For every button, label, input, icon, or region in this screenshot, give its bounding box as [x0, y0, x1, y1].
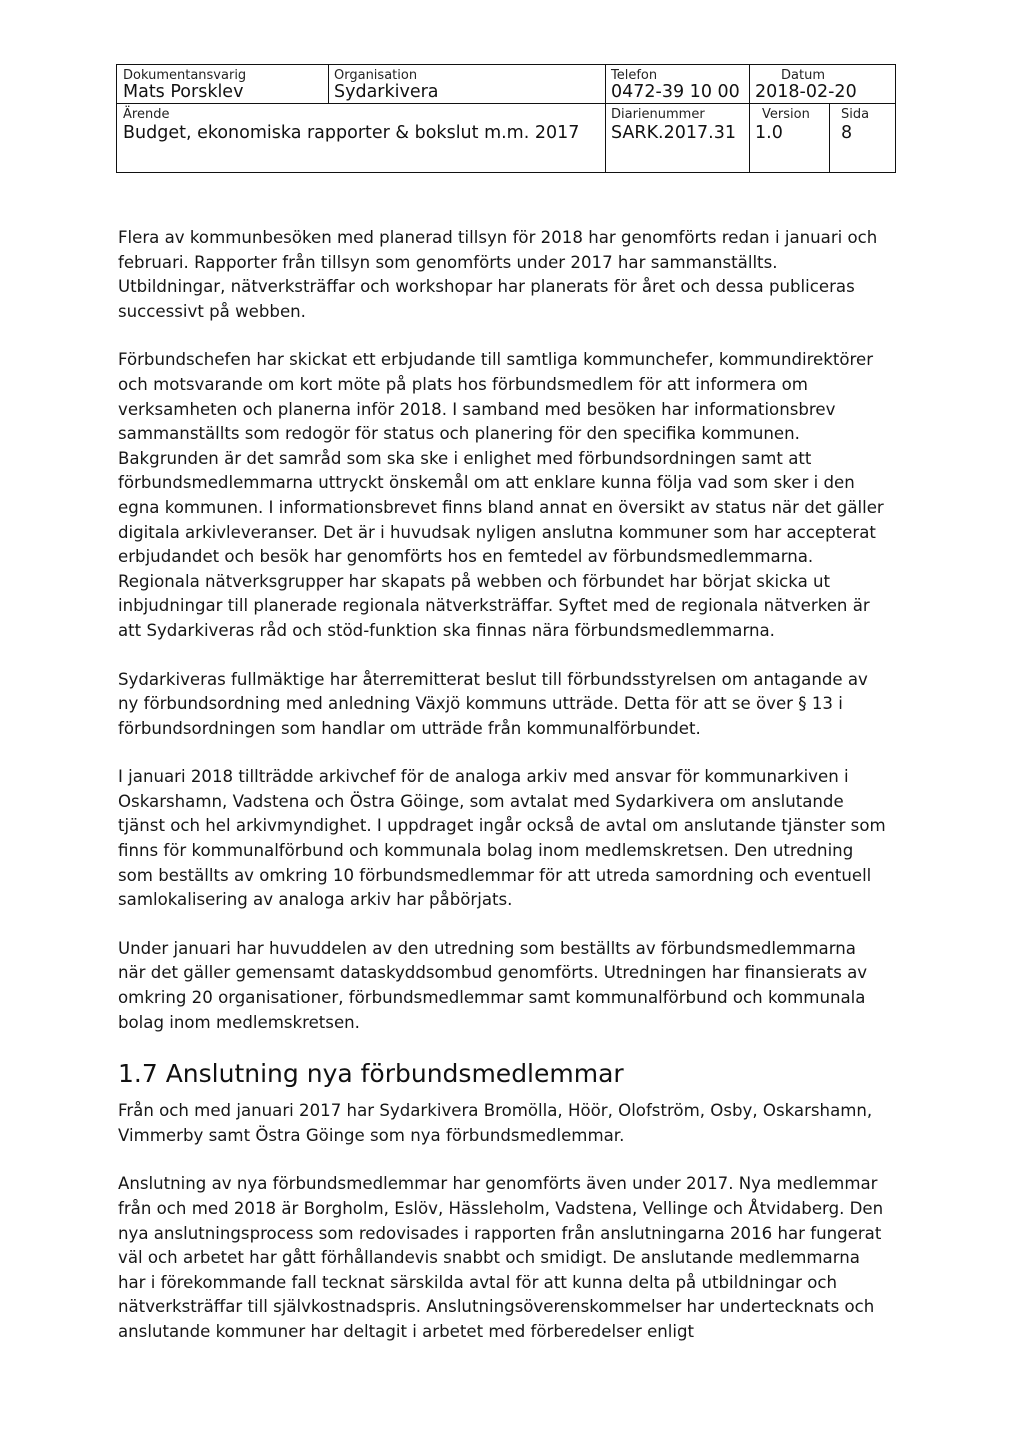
paragraph: I januari 2018 tillträdde arkivchef för de analoga arkiv med ansvar för kommunarkiven i Oskarshamn, Vadstena och Östra Göinge, som avtalat med Sydarkivera om anslutande tjänst och hel arkivmyndighet. I uppdraget ingår också de avtal om anslutande tjänster som finns för kommunalförbund och kommunala bolag inom medlemskretsen. Den utredning som beställts av omkring 10 förbundsmedlemmar för att utreda samordning och eventuell samlokalisering av analoga arkiv har påbörjats. [118, 767, 886, 910]
responsible-label: Dokumentansvarig [123, 68, 247, 83]
paragraph: Flera av kommunbesöken med planerad tillsyn för 2018 har genomförts redan i januari och februari. Rapporter från tillsyn som genomförts under 2017 har sammanställts. Utbildningar, nätverksträffar och workshopar har planerats för året och dessa publiceras successivt på webben. [118, 228, 878, 321]
date-value: 2018-02-20 [755, 82, 857, 102]
organisation-label: Organisation [334, 68, 418, 83]
header-divider [605, 65, 606, 172]
header-divider [328, 65, 329, 103]
responsible-value: Mats Porsklev [123, 82, 244, 102]
phone-value: 0472-39 10 00 [611, 82, 740, 102]
phone-label: Telefon [611, 68, 658, 83]
paragraph: Sydarkiveras fullmäktige har återremitterat beslut till förbundsstyrelsen om antagande av ny förbundsordning med anledning Växjö kommuns utträde. Detta för att se över § 13 i förbundsordningen som handlar om utträde från kommunalförbundet. [118, 669, 868, 738]
document-body [118, 226, 888, 1369]
version-value: 1.0 [755, 123, 783, 143]
document-header-table [116, 64, 896, 173]
date-label: Datum [781, 68, 825, 83]
page-label: Sida [841, 107, 870, 122]
paragraph: Anslutning av nya förbundsmedlemmar har genomförts även under 2017. Nya medlemmar från och med 2018 är Borgholm, Eslöv, Hässleholm, Vadstena, Vellinge och Åtvidaberg. Den nya anslutningsprocess som redovisades i rapporten från anslutningarna 2016 har fungerat väl och arbetet har gått förhållandevis snabbt och smidigt. De anslutande medlemmarna har i förekommande fall tecknat särskilda avtal för att kunna delta på utbildningar och nätverksträffar till självkostnadspris. Anslutningsöverenskommelser har undertecknats och anslutande kommuner har deltagit i arbetet med förberedelser enligt [118, 1174, 884, 1341]
header-divider [117, 103, 895, 104]
organisation-value: Sydarkivera [334, 82, 439, 102]
page-number: 8 [841, 123, 853, 143]
header-divider [829, 103, 830, 172]
subject-label: Ärende [123, 107, 170, 122]
version-label: Version [762, 107, 810, 122]
section-heading: 1.7 Anslutning nya förbundsmedlemmar [118, 1059, 624, 1089]
paragraph: Förbundschefen har skickat ett erbjudande till samtliga kommunchefer, kommundirektörer och motsvarande om kort möte på plats hos förbundsmedlem för att informera om verksamheten och planerna inför 2018. I samband med besöken har informationsbrev sammanställts som redogör för status och planering för den specifika kommunen. Bakgrunden är det samråd som ska ske i enlighet med förbundsordningen samt att förbundsmedlemmarna uttryckt önskemål om att enklare kunna följa vad som sker i den egna kommunen. I informationsbrevet finns bland annat en översikt av status när det gäller digitala arkivleveranser. Det är i huvudsak nyligen anslutna kommuner som har accepterat erbjudandet och besök har genomförts hos en femtedel av förbundsmedlemmarna. Regionala nätverksgrupper har skapats på webben och förbundet har börjat skicka ut inbjudningar till planerade regionala nätverksträffar. Syftet med de regionala nätverken är att Sydarkiveras råd och stöd-funktion ska finnas nära förbundsmedlemmarna. [118, 350, 884, 640]
subject-value: Budget, ekonomiska rapporter & bokslut m.m. 2017 [123, 123, 580, 143]
paragraph: Från och med januari 2017 har Sydarkivera Bromölla, Höör, Olofström, Osby, Oskarshamn, Vimmerby samt Östra Göinge som nya förbundsmedlemmar. [118, 1101, 873, 1145]
header-divider [749, 65, 750, 172]
paragraph: Under januari har huvuddelen av den utredning som beställts av förbundsmedlemmarna när det gäller gemensamt dataskyddsombud genomförts. Utredningen har finansierats av omkring 20 organisationer, förbundsmedlemmar samt kommunalförbund och kommunala bolag inom medlemskretsen. [118, 938, 868, 1032]
registry-value: SARK.2017.31 [611, 123, 736, 143]
registry-label: Diarienummer [611, 107, 705, 122]
